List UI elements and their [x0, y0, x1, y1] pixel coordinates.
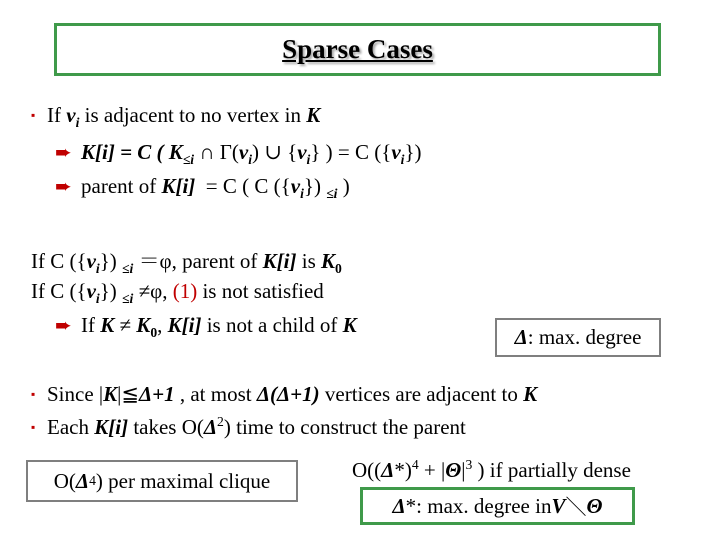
condition-line-empty: If C $(\{v_i\})$ $_{\le i}$ ＝φ, parent of K[i] is $K_0$: [31, 249, 342, 277]
slide-title: Sparse Cases: [282, 34, 433, 64]
per-clique-box: O( Δ 4 ) per maximal clique: [26, 460, 298, 502]
bullet-icon: ▪: [31, 386, 36, 401]
condition-reference: (1): [172, 279, 198, 303]
derivation-line-b: ➨ parent of K[i] = C ( C $(\{v_i\})$ $_{\le i}$ ): [55, 174, 350, 202]
partially-dense-line: $O((\Delta*)^4 + |\Theta|^3$ ) if partially dense: [352, 457, 631, 482]
max-degree-star-box: Δ *: max. degree in V ＼ Θ: [360, 487, 635, 525]
title-box: [54, 23, 661, 76]
arrow-right-icon: ➨: [55, 142, 72, 164]
arrow-right-icon: ➨: [55, 315, 72, 337]
bullet-line-2: ▪ Since |K|≦Δ+1 , at most Δ(Δ+1) vertices are adjacent to K: [31, 382, 538, 406]
derivation-line-e: ➨ If $K \ne K_0$, K[i] is not a child of K: [55, 313, 357, 341]
bullet-icon: ▪: [31, 419, 36, 434]
max-degree-box: Δ : max. degree: [495, 318, 661, 357]
bullet-icon: ▪: [31, 107, 36, 122]
bullet-line-1: ▪ If $v_i$ is adjacent to no vertex in K: [31, 103, 321, 131]
condition-line-nonempty: If C $(\{v_i\})$ $_{\le i}$ ≠φ, (1) is not satisfied: [31, 279, 324, 307]
arrow-right-icon: ➨: [55, 176, 72, 198]
derivation-line-a: ➨ K[i] = C ( $K_{\le i}$ ∩ $\Gamma(v_i)$ ∪ $\{v_i\}$ ) = C $(\{v_i\})$: [55, 140, 422, 168]
bullet-line-3: ▪ Each K[i] takes $O(\Delta^2)$ time to construct the parent: [31, 414, 466, 439]
